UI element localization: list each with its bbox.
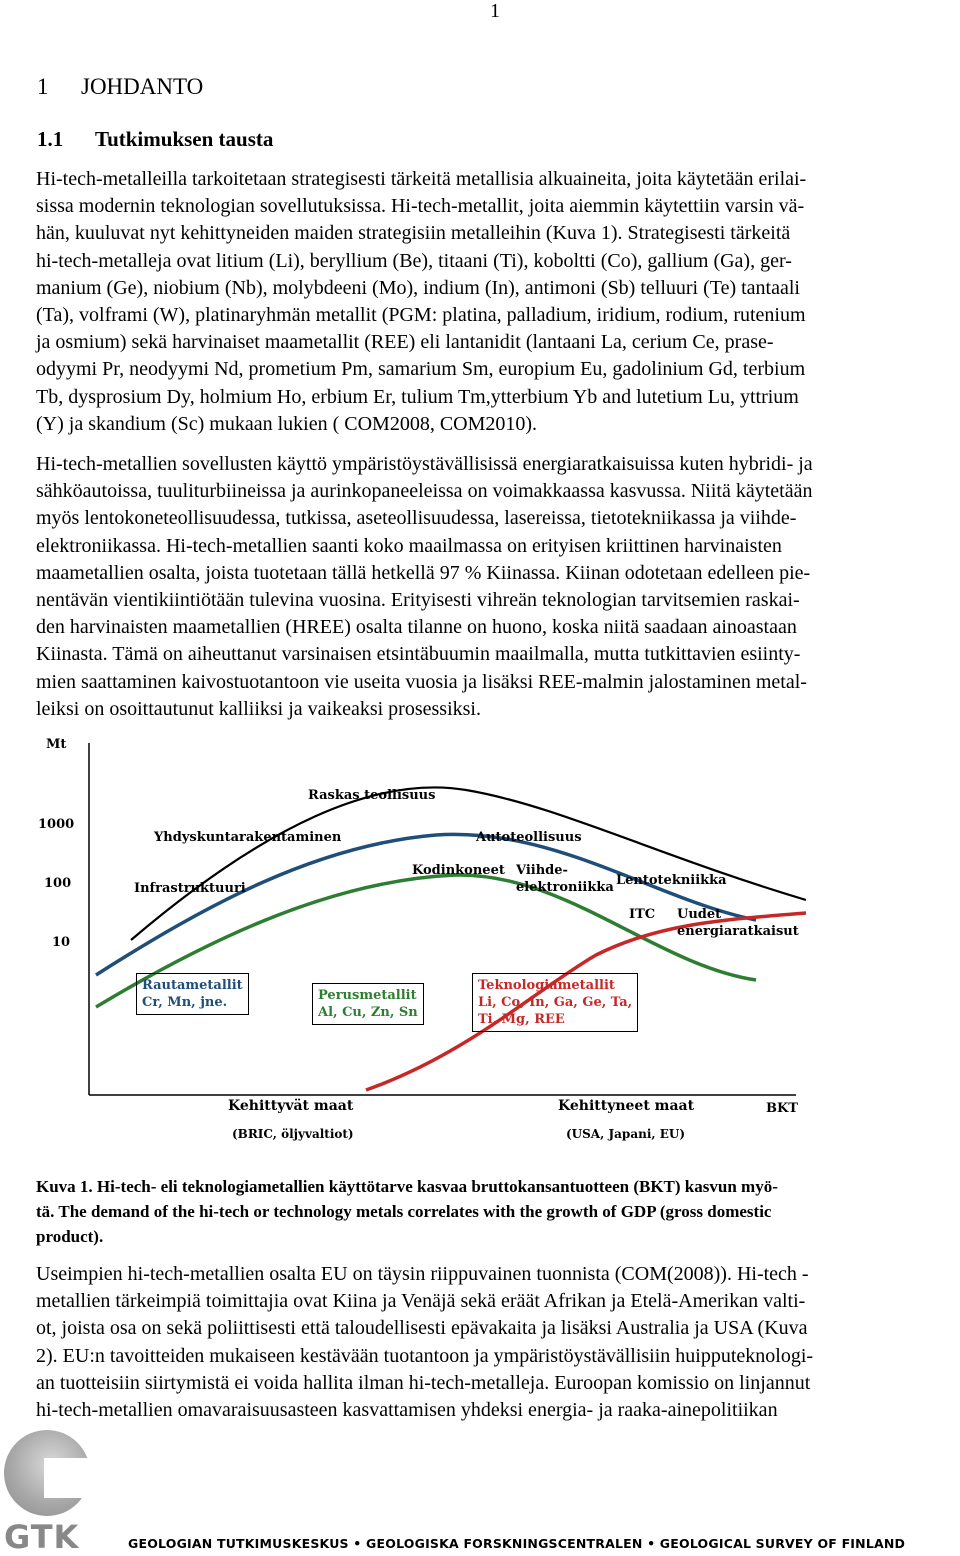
box-base-title: Perusmetallit [318, 988, 417, 1003]
caption-line: Kuva 1. Hi-tech- eli teknologiametallien käyttötarve kasvaa bruttokansantuotteen (BKT) kasvun myö- [36, 1177, 778, 1196]
y-tick-1000: 1000 [38, 817, 75, 832]
text-line: Tb, dysprosium Dy, holmium Ho, erbium Er, tulium Tm,ytterbium Yb and lutetium Lu, yttrium [36, 385, 799, 408]
page-footer [0, 1430, 960, 1556]
figure-metal-demand-curves [36, 735, 806, 1145]
text-line: manium (Ge), niobium (Nb), molybdeeni (Mo), indium (In), antimoni (Sb) telluuri (Te) tantaali [36, 276, 800, 299]
paragraph-applications [36, 451, 924, 723]
chapter-heading [37, 74, 203, 100]
figure-caption [36, 1174, 926, 1249]
x-label-developed-sub: (USA, Japani, EU) [566, 1127, 686, 1141]
paragraph-eu-dependency [36, 1261, 924, 1424]
box-iron-metals [136, 973, 249, 1015]
text-line: Hi-tech-metalleilla tarkoitetaan strategisesti tärkeitä metallisia alkuaineita, joita käytetään erilai- [36, 168, 807, 190]
text-line: nentävän vientikiintiötään tulevina vuosina. Erityisesti vihreän teknologian tarvitsemien raskai- [36, 589, 800, 612]
y-tick-100: 100 [44, 876, 72, 891]
text-line: (Y) ja skandium (Sc) mukaan lukien ( COM2008, COM2010). [36, 412, 538, 435]
label-community-building: Yhdyskuntarakentaminen [154, 830, 342, 845]
text-line: odyymi Pr, neodyymi Nd, prometium Pm, samarium Sm, europium Eu, gadolinium Gd, terbium [36, 358, 806, 381]
chapter-title: JOHDANTO [81, 74, 204, 99]
label-aviation: Lentotekniikka [616, 873, 727, 888]
section-title: Tutkimuksen tausta [95, 127, 274, 151]
text-line: hi-tech-metallien omavaraisuusasteen kasvattamisen yhdeksi energia- ja raaka-ainepolitiikan [36, 1399, 778, 1422]
x-label-developing-sub: (BRIC, öljyvaltiot) [232, 1127, 354, 1141]
footer-organizations: GEOLOGIAN TUTKIMUSKESKUS • GEOLOGISKA FORSKNINGSCENTRALEN • GEOLOGICAL SURVEY OF FINLAND [128, 1536, 906, 1551]
label-entertainment-1: Viihde- [516, 863, 568, 878]
page-number: 1 [490, 0, 500, 22]
paragraph-intro [36, 166, 924, 438]
box-tech-list-2: Ti, Mg, REE [478, 1012, 565, 1027]
chapter-number: 1 [37, 74, 49, 99]
box-technology-metals [472, 973, 638, 1032]
caption-line: product). [36, 1227, 104, 1246]
text-line: leiksi on osoittautunut kalliiksi ja vaikeaksi prosessiksi. [36, 697, 481, 720]
x-label-developing: Kehittyvät maat [228, 1098, 354, 1114]
text-line: 2). EU:n tavoitteiden mukaiseen kestävään tuotantoon ja ympäristöystävällisiin huipputeknologi- [36, 1344, 814, 1367]
text-line: hi-tech-metalleja ovat litium (Li), beryllium (Be), titaani (Ti), koboltti (Co), gallium (Ga), ger- [36, 249, 792, 272]
label-appliances: Kodinkoneet [412, 863, 505, 878]
label-itc: ITC [629, 907, 656, 922]
gtk-logo-text: GTK [4, 1518, 80, 1556]
label-entertainment-2: elektroniikka [516, 880, 614, 895]
text-line: sähköautoissa, tuuliturbiineissa ja aurinkopaneeleissa on voimakkaassa kasvussa. Niitä käytetään [36, 480, 813, 503]
text-line: Hi-tech-metallien sovellusten käyttö ympäristöystävällisissä energiaratkaisuissa kuten hybridi- ja [36, 453, 813, 475]
y-axis-unit: Mt [46, 737, 67, 752]
label-infrastructure: Infrastruktuuri [134, 881, 246, 896]
label-new-energy-2: energiaratkaisut [677, 924, 799, 939]
caption-line: tä. The demand of the hi-tech or technology metals correlates with the growth of GDP (gross domestic [36, 1202, 772, 1221]
label-new-energy-1: Uudet [677, 907, 722, 922]
text-line: myös lentokoneteollisuudessa, tutkissa, aseteollisuudessa, lasereissa, tietotekniikassa ja viihde- [36, 507, 797, 530]
text-line: hän, kuuluvat nyt kehittyneiden maiden strategisiin metalleihin (Kuva 1). Strategisesti tärkeitä [36, 222, 791, 245]
text-line: ja osmium) sekä harvinaiset maametallit (REE) eli lantanidit (lantaani La, cerium Ce, prase- [36, 331, 774, 354]
text-line: an tuotteisiin siirtymistä ei voida hallita ilman hi-tech-metalleja. Euroopan komissio on linjannut [36, 1371, 811, 1394]
box-tech-title: Teknologiametallit [478, 978, 615, 993]
box-base-list: Al, Cu, Zn, Sn [318, 1005, 418, 1020]
box-iron-title: Rautametallit [142, 978, 243, 993]
box-iron-list: Cr, Mn, jne. [142, 995, 228, 1010]
label-auto-industry: Autoteollisuus [476, 830, 582, 845]
text-line: Useimpien hi-tech-metallien osalta EU on täysin riippuvainen tuonnista (COM(2008)). Hi-tech - [36, 1263, 809, 1285]
text-line: metallien tärkeimpiä toimittajia ovat Kiina ja Venäjä sekä eräät Afrikan ja Etelä-Amerikan valti- [36, 1290, 806, 1313]
gtk-logo-cutout [44, 1458, 94, 1498]
label-heavy-industry: Raskas teollisuus [308, 788, 436, 803]
box-base-metals [312, 983, 424, 1025]
text-line: Kiinasta. Tämä on aiheuttanut varsinaisen etsintäbuumin maailmalla, mutta tutkittavien esiinty- [36, 643, 801, 666]
text-line: den harvinaisten maametallien (HREE) osalta tilanne on huono, koska niitä saadaan ainoastaan [36, 616, 797, 639]
section-number: 1.1 [37, 127, 64, 151]
box-tech-list-1: Li, Co, In, Ga, Ge, Ta, [478, 995, 633, 1010]
text-line: ot, joista osa on sekä poliittisesti että taloudellisesti epävakaita ja lisäksi Australia ja USA (Kuva [36, 1317, 808, 1340]
text-line: maametallien osalta, joista tuotetaan tällä hetkellä 97 % Kiinassa. Kiinan odotetaan edelleen pie- [36, 561, 811, 584]
text-line: mien saattaminen kaivostuotantoon vie useita vuosia ja lisäksi REE-malmin jalostaminen metal- [36, 670, 807, 693]
section-heading [37, 127, 273, 152]
text-line: elektroniikassa. Hi-tech-metallien saanti koko maailmassa on erityisen kriittinen harvinaisten [36, 534, 782, 557]
y-tick-10: 10 [52, 935, 71, 950]
text-line: sissa modernin teknologian sovellutuksissa. Hi-tech-metallit, joita aiemmin käytettiin varsin vä- [36, 195, 805, 218]
text-line: (Ta), volframi (W), platinaryhmän metallit (PGM: platina, palladium, iridium, rodium, rutenium [36, 304, 806, 327]
x-label-developed: Kehittyneet maat [558, 1098, 695, 1114]
x-axis-gdp: BKT [766, 1101, 798, 1116]
